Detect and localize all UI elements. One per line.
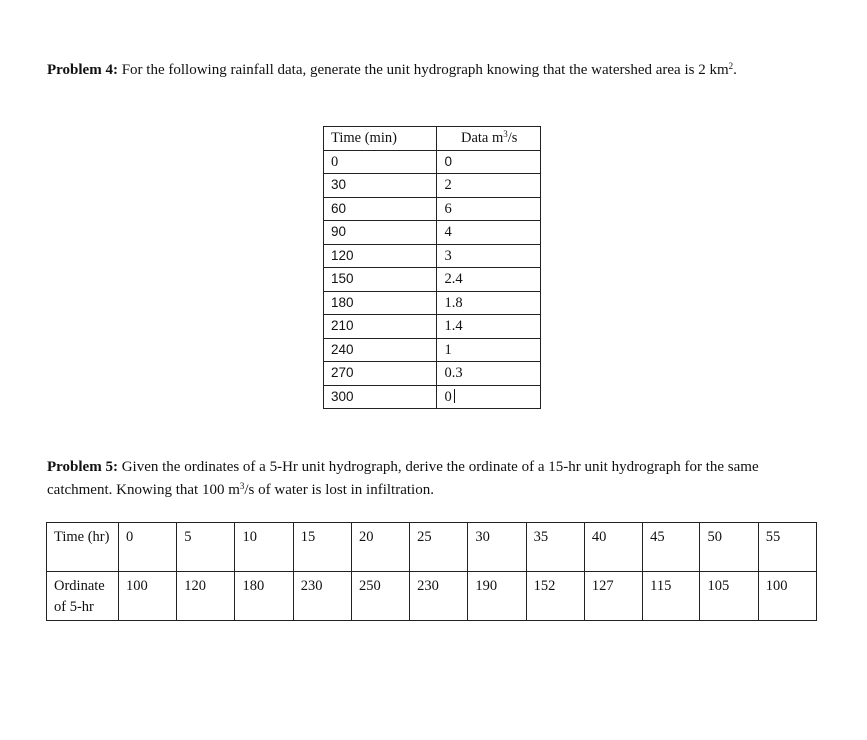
time-cell: 45 xyxy=(643,523,700,572)
time-cell: 10 xyxy=(235,523,293,572)
time-cell: 55 xyxy=(758,523,816,572)
problem-4-statement xyxy=(47,59,847,82)
ordinate-cell: 100 xyxy=(758,572,816,621)
problem-4-text: For the following rainfall data, generate the unit hydrograph knowing that the watershed area is 2 km xyxy=(117,62,729,78)
data-header-suffix: /s xyxy=(507,130,518,146)
ordinate-cell: 180 xyxy=(235,572,293,621)
problem-4-superscript: 2 xyxy=(728,61,734,71)
time-cell: 0 xyxy=(119,523,177,572)
ordinate-cell: 190 xyxy=(468,572,526,621)
ordinate-row xyxy=(47,572,817,621)
data-cell: 2 xyxy=(437,174,541,198)
text-cursor xyxy=(454,389,455,403)
problem-4-text-end: . xyxy=(733,62,737,78)
table-row xyxy=(324,385,541,409)
data-cell: 6 xyxy=(437,197,541,221)
time-cell: 270 xyxy=(324,362,437,386)
table-row xyxy=(324,268,541,292)
ordinate-cell: 127 xyxy=(584,572,642,621)
ordinate-cell: 230 xyxy=(410,572,468,621)
ordinate-cell: 120 xyxy=(177,572,235,621)
table-row xyxy=(324,174,541,198)
time-cell: 30 xyxy=(324,174,437,198)
data-cell: 0 xyxy=(437,150,541,174)
ordinate-cell: 250 xyxy=(351,572,409,621)
time-cell: 90 xyxy=(324,221,437,245)
time-row-label: Time (hr) xyxy=(47,523,119,572)
table-header-row xyxy=(324,127,541,151)
table-row xyxy=(324,291,541,315)
time-cell: 300 xyxy=(324,385,437,409)
time-cell: 20 xyxy=(351,523,409,572)
data-cell: 1 xyxy=(437,338,541,362)
time-cell: 180 xyxy=(324,291,437,315)
time-cell: 60 xyxy=(324,197,437,221)
data-header xyxy=(437,127,541,151)
table-row xyxy=(324,315,541,339)
problem-5-label: Problem 5: xyxy=(47,459,118,475)
data-cell: 1.8 xyxy=(437,291,541,315)
data-cell[interactable] xyxy=(437,385,541,409)
table-row xyxy=(324,150,541,174)
data-header-superscript: 3 xyxy=(503,129,508,139)
time-row xyxy=(47,523,817,572)
data-header-prefix: Data m xyxy=(461,130,504,146)
problem-5-statement xyxy=(47,456,822,502)
table-row xyxy=(324,197,541,221)
ordinate-cell: 105 xyxy=(700,572,758,621)
time-cell: 5 xyxy=(177,523,235,572)
problem-5-superscript: 3 xyxy=(239,481,245,491)
rainfall-data-table xyxy=(323,126,541,409)
problem-5-text-end: /s of water is lost in infiltration. xyxy=(244,482,434,498)
problem-5-text: Given the ordinates of a 5-Hr unit hydrograph, derive the ordinate of a 15-hr unit hydrograph for the same catchment. Knowing that 100 m xyxy=(47,459,759,498)
time-cell: 150 xyxy=(324,268,437,292)
time-cell: 240 xyxy=(324,338,437,362)
time-cell: 15 xyxy=(293,523,351,572)
data-cell: 4 xyxy=(437,221,541,245)
time-cell: 0 xyxy=(324,150,437,174)
time-cell: 35 xyxy=(526,523,584,572)
data-cell-value: 0 xyxy=(444,388,452,405)
table-row xyxy=(324,338,541,362)
time-header: Time (min) xyxy=(324,127,437,151)
ordinate-cell: 115 xyxy=(643,572,700,621)
table-row xyxy=(324,244,541,268)
ordinate-cell: 152 xyxy=(526,572,584,621)
time-cell: 25 xyxy=(410,523,468,572)
time-cell: 50 xyxy=(700,523,758,572)
data-cell: 3 xyxy=(437,244,541,268)
data-cell: 2.4 xyxy=(437,268,541,292)
data-cell: 1.4 xyxy=(437,315,541,339)
ordinate-cell: 230 xyxy=(293,572,351,621)
problem-4-label: Problem 4: xyxy=(47,62,118,78)
ordinate-row-label: Ordinate of 5-hr xyxy=(47,572,119,621)
time-cell: 120 xyxy=(324,244,437,268)
table-row xyxy=(324,362,541,386)
time-cell: 30 xyxy=(468,523,526,572)
ordinate-cell: 100 xyxy=(119,572,177,621)
time-cell: 210 xyxy=(324,315,437,339)
time-cell: 40 xyxy=(584,523,642,572)
table-row xyxy=(324,221,541,245)
unit-hydrograph-table xyxy=(46,522,817,621)
data-cell: 0.3 xyxy=(437,362,541,386)
